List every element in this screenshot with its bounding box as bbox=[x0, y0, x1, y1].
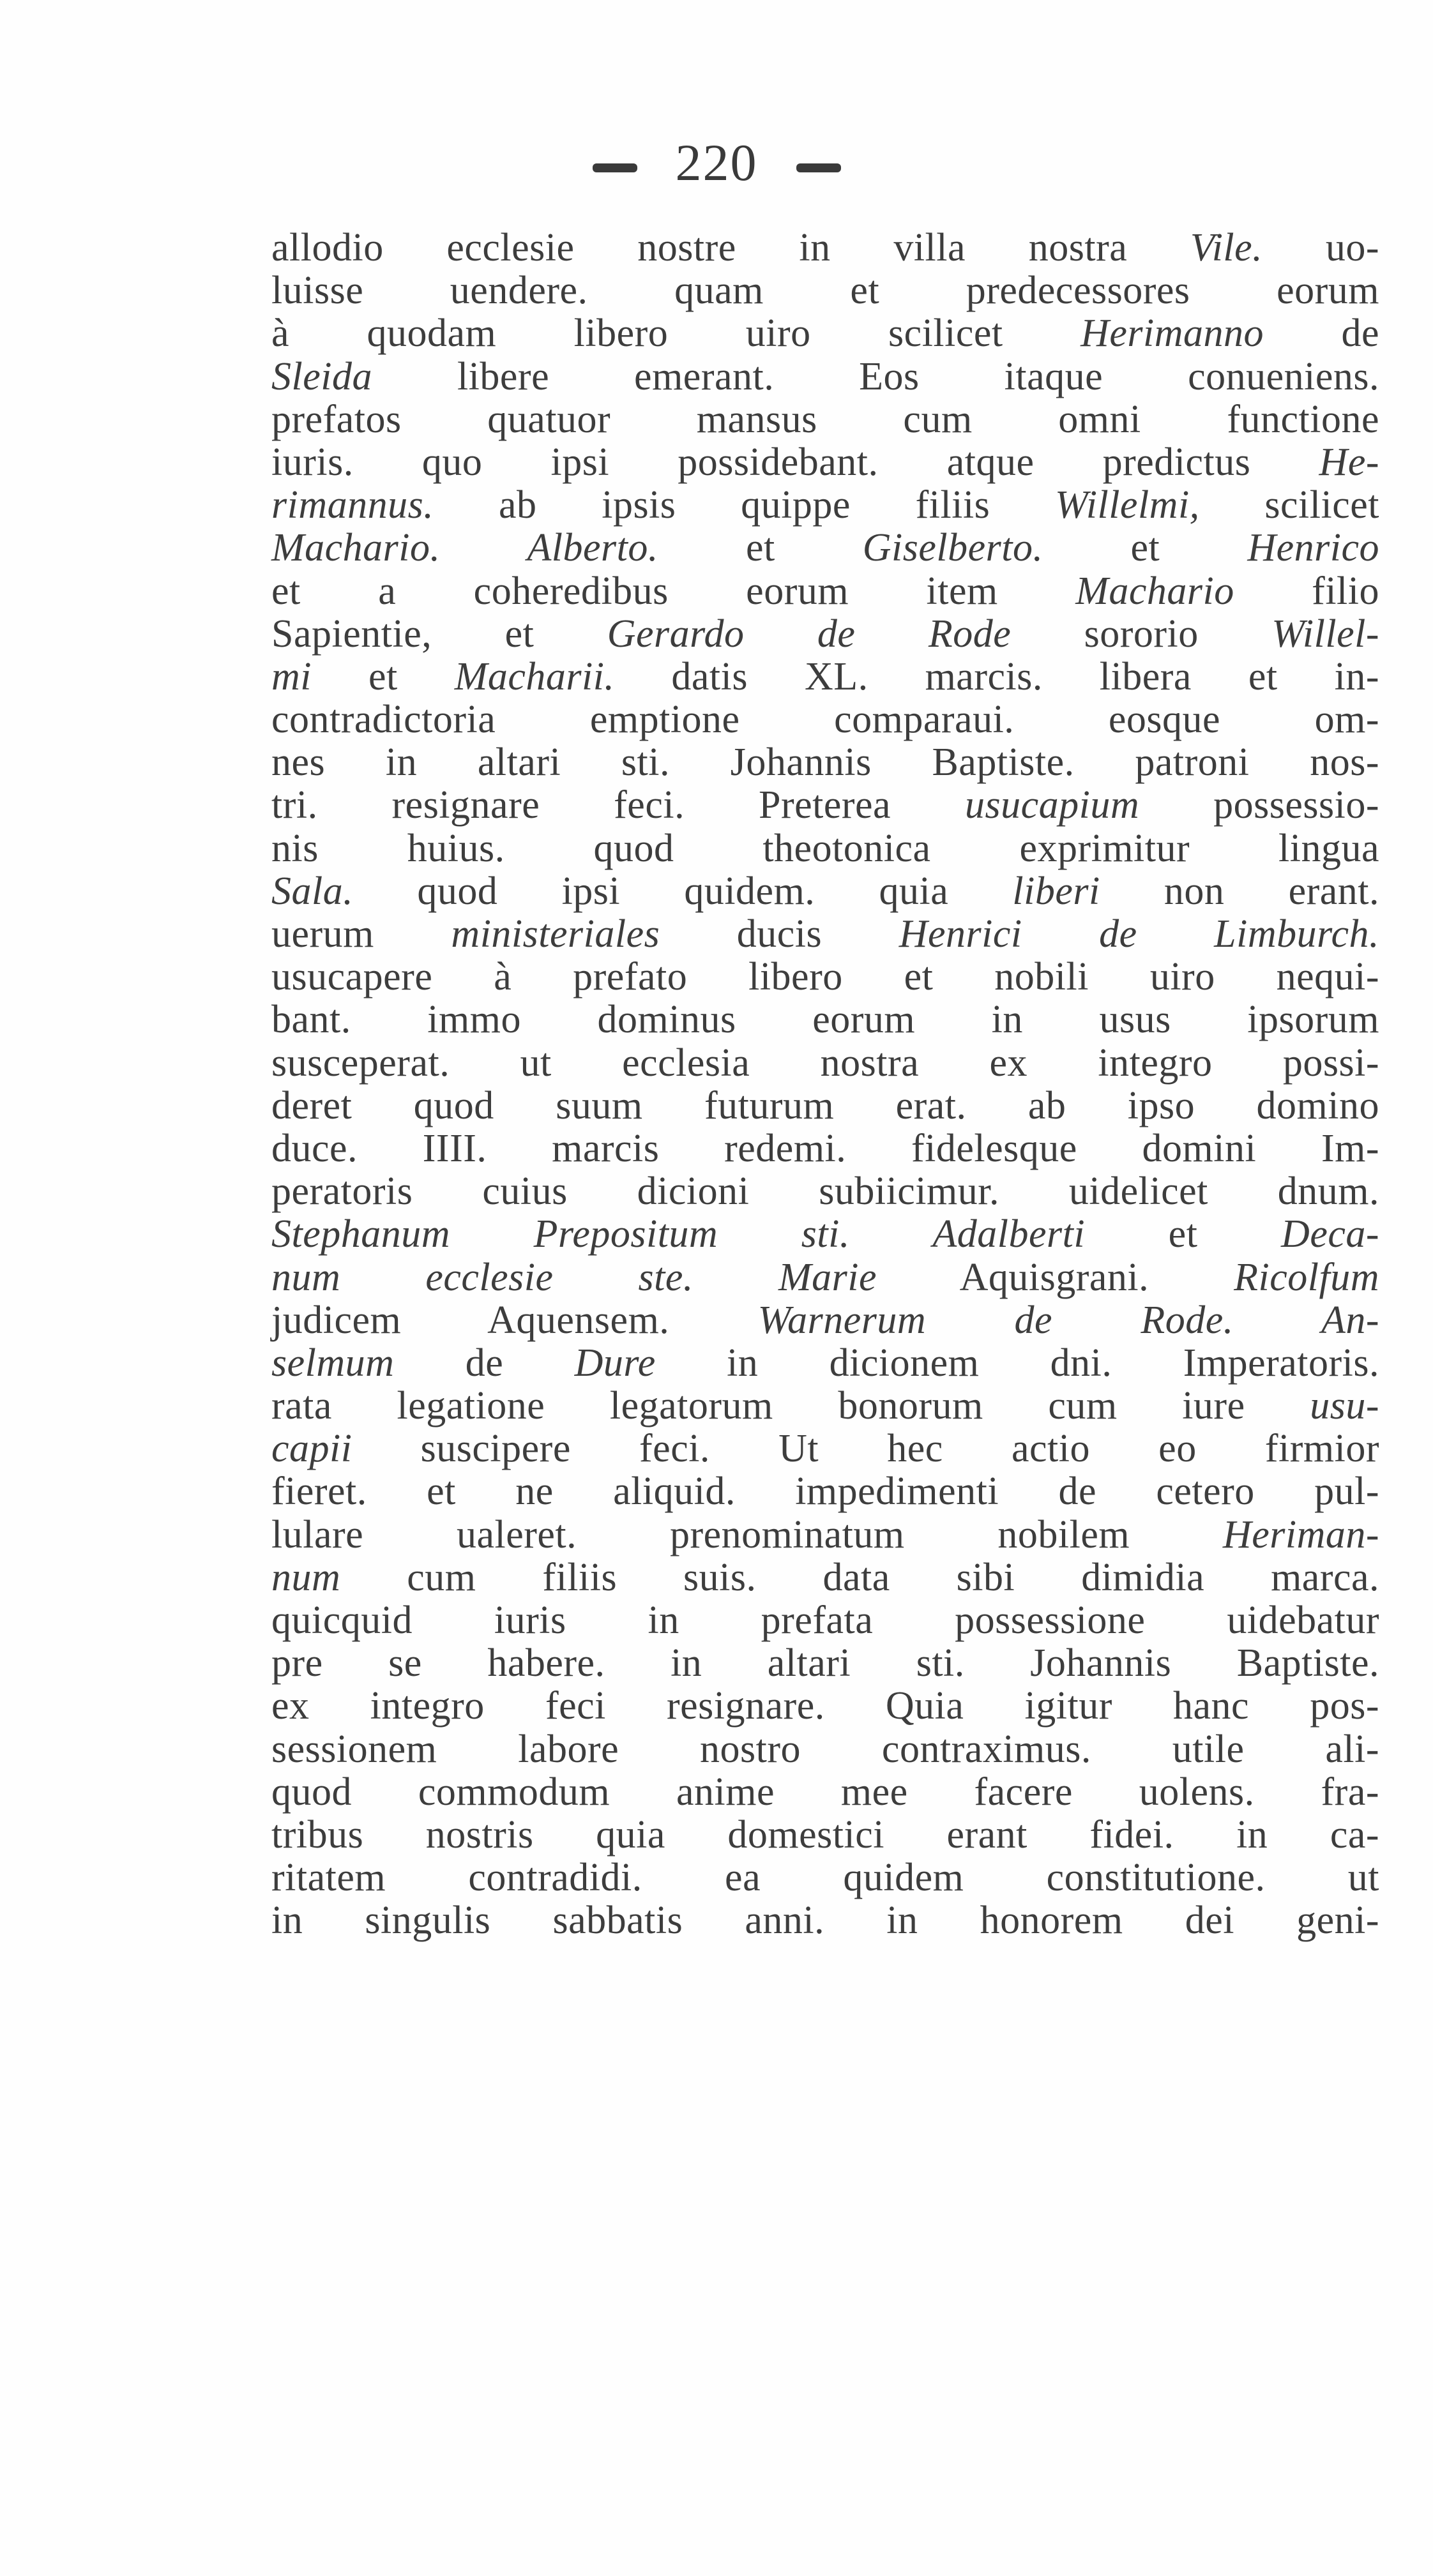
text-line bbox=[271, 1042, 1379, 1085]
text-line bbox=[271, 1728, 1379, 1771]
text-segment: lulare ualeret. prenominatum nobilem bbox=[271, 1512, 1223, 1556]
text-segment: quicquid iuris in prefata possessione uidebatur bbox=[271, 1599, 1379, 1642]
italic-text-segment: Macharii. bbox=[454, 654, 615, 698]
text-line bbox=[271, 1470, 1379, 1513]
text-segment: uerum bbox=[271, 912, 451, 956]
text-line bbox=[271, 1599, 1379, 1642]
text-segment: deret quod suum futurum erat. ab ipso domino bbox=[271, 1083, 1379, 1127]
text-segment: possessio- bbox=[1139, 783, 1379, 827]
text-segment: libere emerant. Eos itaque conueniens. bbox=[372, 354, 1379, 398]
text-segment: sessionem labore nostro contraximus. utile ali- bbox=[271, 1727, 1379, 1771]
italic-text-segment: usucapium bbox=[965, 783, 1140, 827]
text-segment: luisse uendere. quam et predecessores eorum bbox=[271, 269, 1379, 313]
text-segment: suscipere feci. Ut hec actio eo firmior bbox=[352, 1427, 1379, 1471]
text-segment: scilicet bbox=[1199, 483, 1379, 527]
text-line bbox=[271, 1342, 1379, 1385]
text-segment: usucapere à prefato libero et nobili uiro nequi- bbox=[271, 955, 1379, 999]
text-line bbox=[271, 998, 1379, 1041]
text-line bbox=[271, 1771, 1379, 1814]
italic-text-segment: Dure bbox=[574, 1341, 656, 1385]
text-line bbox=[271, 827, 1379, 870]
text-segment: judicem Aquensem. bbox=[271, 1298, 758, 1342]
text-segment: in dicionem dni. Imperatoris. bbox=[655, 1341, 1379, 1385]
text-line bbox=[271, 1814, 1379, 1857]
italic-text-segment: Giselberto. bbox=[862, 526, 1043, 570]
text-line bbox=[271, 956, 1379, 998]
text-segment: tribus nostris quia domestici erant fidei. in ca- bbox=[271, 1812, 1379, 1857]
italic-text-segment: mi bbox=[271, 654, 312, 698]
text-line bbox=[271, 484, 1379, 527]
text-line bbox=[271, 1213, 1379, 1256]
text-segment: tri. resignare feci. Preterea bbox=[271, 783, 965, 827]
text-segment: et bbox=[312, 654, 455, 698]
italic-text-segment: Henrici de Limburch. bbox=[898, 912, 1379, 956]
text-line bbox=[271, 1514, 1379, 1556]
text-line bbox=[271, 1256, 1379, 1299]
text-segment: Sapientie, et bbox=[271, 612, 607, 656]
text-segment: ritatem contradidi. ea quidem constitutione. ut bbox=[271, 1856, 1379, 1900]
text-line bbox=[271, 1642, 1379, 1685]
page-number-header bbox=[0, 131, 1433, 195]
text-segment: allodio ecclesie nostre in villa nostra bbox=[271, 226, 1190, 269]
text-segment: quod commodum anime mee facere uolens. fra- bbox=[271, 1770, 1379, 1814]
italic-text-segment: Heriman- bbox=[1222, 1512, 1379, 1556]
text-segment: à quodam libero uiro scilicet bbox=[271, 312, 1081, 356]
italic-text-segment: Henrico bbox=[1247, 526, 1379, 570]
text-segment: iuris. quo ipsi possidebant. atque predictus bbox=[271, 440, 1319, 484]
italic-text-segment: Warnerum de Rode. An- bbox=[757, 1298, 1379, 1342]
text-line bbox=[271, 1857, 1379, 1899]
text-segment: quod ipsi quidem. quia bbox=[353, 869, 1013, 913]
text-line bbox=[271, 570, 1379, 613]
text-line bbox=[271, 1299, 1379, 1342]
italic-text-segment: Sleida bbox=[271, 354, 372, 398]
text-segment: et bbox=[1043, 526, 1248, 570]
italic-text-segment: Ricolfum bbox=[1234, 1255, 1379, 1299]
text-segment: ex integro feci resignare. Quia igitur hanc pos- bbox=[271, 1684, 1379, 1728]
text-line bbox=[271, 741, 1379, 784]
text-segment: et a coheredibus eorum item bbox=[271, 569, 1076, 613]
text-segment: peratoris cuius dicioni subiicimur. uidelicet dnum. bbox=[271, 1170, 1379, 1214]
text-line bbox=[271, 1385, 1379, 1427]
text-segment: bant. immo dominus eorum in usus ipsorum bbox=[271, 998, 1379, 1042]
text-segment: nes in altari sti. Johannis Baptiste. patroni nos- bbox=[271, 741, 1379, 785]
text-line bbox=[271, 698, 1379, 741]
text-line bbox=[271, 870, 1379, 913]
left-dash-ornament bbox=[593, 163, 637, 172]
italic-text-segment: Machario bbox=[1075, 569, 1234, 613]
italic-text-segment: Vile. bbox=[1190, 226, 1263, 269]
text-segment: duce. IIII. marcis redemi. fidelesque domini Im- bbox=[271, 1126, 1379, 1170]
italic-text-segment: capii bbox=[271, 1427, 353, 1471]
text-line bbox=[271, 1899, 1379, 1942]
italic-text-segment: selmum bbox=[271, 1341, 395, 1385]
text-line bbox=[271, 227, 1379, 269]
page-number: 220 bbox=[675, 133, 758, 192]
italic-text-segment: Deca- bbox=[1281, 1212, 1380, 1256]
text-segment: contradictoria emptione comparaui. eosque om- bbox=[271, 698, 1379, 742]
italic-text-segment: num ecclesie ste. Marie bbox=[271, 1255, 877, 1299]
italic-text-segment: Gerardo de Rode bbox=[607, 612, 1012, 656]
text-segment: nis huius. quod theotonica exprimitur lingua bbox=[271, 826, 1379, 870]
text-line bbox=[271, 613, 1379, 656]
text-line bbox=[271, 1427, 1379, 1470]
text-line bbox=[271, 784, 1379, 827]
text-line bbox=[271, 913, 1379, 956]
text-segment: et bbox=[658, 526, 863, 570]
italic-text-segment: usu- bbox=[1310, 1384, 1379, 1428]
text-segment: et bbox=[1085, 1212, 1282, 1256]
text-segment: filio bbox=[1234, 569, 1379, 613]
right-dash-ornament bbox=[796, 163, 841, 172]
italic-text-segment: liberi bbox=[1012, 869, 1100, 913]
text-segment: rata legatione legatorum bonorum cum iure bbox=[271, 1384, 1310, 1428]
text-segment: sororio bbox=[1011, 612, 1272, 656]
text-segment: non erant. bbox=[1100, 869, 1379, 913]
text-line bbox=[271, 656, 1379, 698]
text-segment: Aquisgrani. bbox=[876, 1255, 1234, 1299]
text-segment: datis XL. marcis. libera et in- bbox=[614, 654, 1379, 698]
text-segment: de bbox=[394, 1341, 575, 1385]
text-segment: fieret. et ne aliquid. impedimenti de cetero pul- bbox=[271, 1470, 1379, 1514]
italic-text-segment: He- bbox=[1319, 440, 1379, 484]
italic-text-segment: rimannus. bbox=[271, 483, 434, 527]
text-segment: cum filiis suis. data sibi dimidia marca. bbox=[340, 1555, 1379, 1599]
text-line bbox=[271, 398, 1379, 441]
text-line bbox=[271, 1170, 1379, 1213]
text-line bbox=[271, 356, 1379, 398]
text-segment: in singulis sabbatis anni. in honorem dei geni- bbox=[271, 1899, 1379, 1943]
italic-text-segment: Sala. bbox=[271, 869, 354, 913]
italic-text-segment: ministeriales bbox=[451, 912, 660, 956]
body-text bbox=[271, 227, 1379, 1943]
text-segment: uo- bbox=[1262, 226, 1379, 269]
text-line bbox=[271, 1127, 1379, 1170]
italic-text-segment: Willel- bbox=[1271, 612, 1379, 656]
text-segment: pre se habere. in altari sti. Johannis Baptiste. bbox=[271, 1641, 1379, 1685]
text-segment: de bbox=[1264, 312, 1379, 356]
text-segment: susceperat. ut ecclesia nostra ex integro possi- bbox=[271, 1041, 1379, 1085]
text-segment: prefatos quatuor mansus cum omni functione bbox=[271, 397, 1379, 441]
text-line bbox=[271, 1556, 1379, 1599]
italic-text-segment: Willelmi, bbox=[1055, 483, 1200, 527]
text-line bbox=[271, 441, 1379, 484]
text-line bbox=[271, 269, 1379, 312]
text-line bbox=[271, 1085, 1379, 1127]
text-line bbox=[271, 1685, 1379, 1728]
italic-text-segment: Stephanum Prepositum sti. Adalberti bbox=[271, 1212, 1086, 1256]
italic-text-segment: Machario. Alberto. bbox=[271, 526, 658, 570]
italic-text-segment: Herimanno bbox=[1080, 312, 1264, 356]
text-line bbox=[271, 312, 1379, 355]
text-segment: ab ipsis quippe filiis bbox=[434, 483, 1056, 527]
text-segment: ducis bbox=[660, 912, 899, 956]
italic-text-segment: num bbox=[271, 1555, 341, 1599]
text-line bbox=[271, 527, 1379, 569]
